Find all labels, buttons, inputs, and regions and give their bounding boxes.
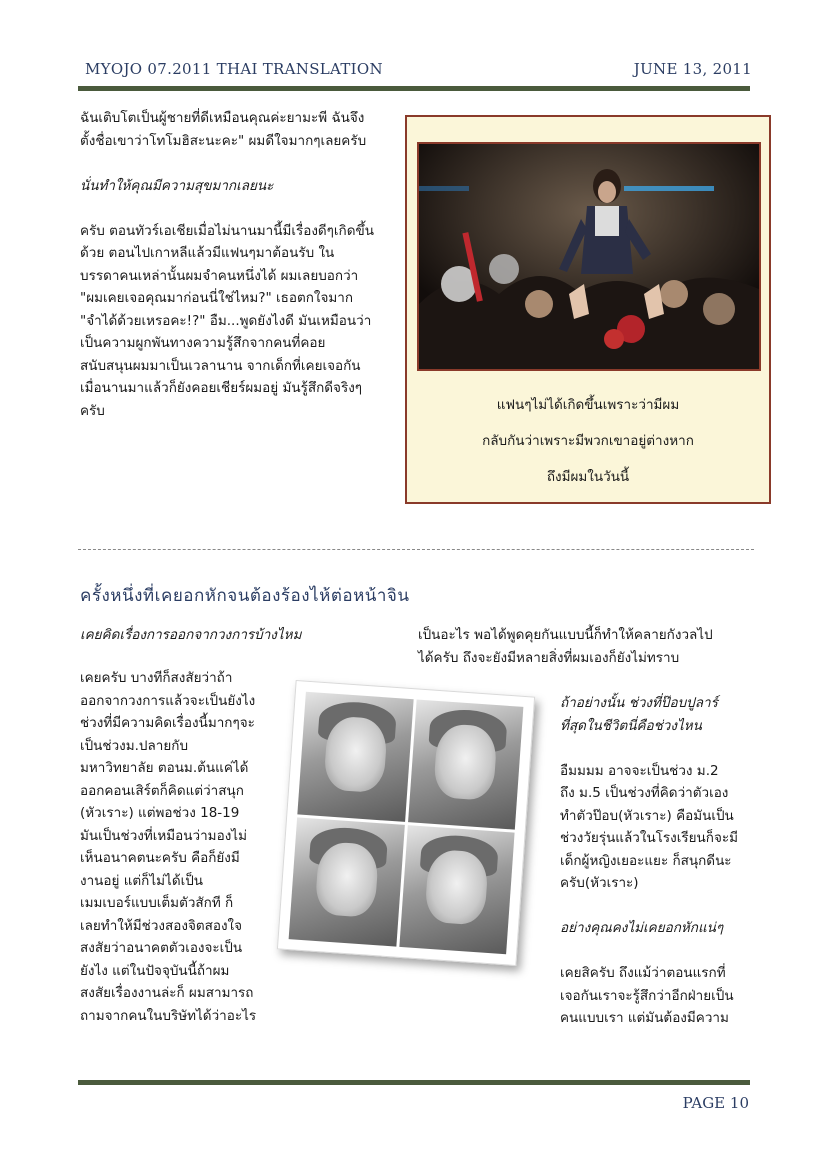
text-line: เป็นความผูกพันทางความรู้สึกจากคนที่คอย [80, 335, 326, 351]
text-line: "ผมเคยเจอคุณมาก่อนนี่ใช่ไหม?" เธอตกใจมาก [80, 290, 354, 306]
text-line: ออกจากวงการแล้วจะเป็นยังไง [80, 692, 256, 709]
col3-text [560, 692, 760, 1030]
text-line: ช่วงที่มีความคิดเรื่องนี้มากๆจะ [80, 715, 255, 731]
text-line: ที่สุดในชีวิตนี่คือช่วงไหน [560, 717, 702, 734]
collage-photo [408, 699, 524, 829]
header-rule [78, 86, 750, 91]
text-line: คนแบบเรา แต่มันต้องมีความ [560, 1010, 729, 1026]
text-line: เด็กผู้หญิงเยอะแยะ ก็สนุกดีนะ [560, 852, 732, 869]
photo-collage [277, 680, 535, 966]
text-line: มหาวิทยาลัย ตอนม.ต้นแค่ได้ [80, 760, 249, 776]
text-line: ถามจากคนในบริษัทได้ว่าอะไร [80, 1007, 257, 1024]
caption-line-1: แฟนๆไม่ได้เกิดขึ้นเพราะว่ามีผม [496, 397, 680, 413]
text-line: ครับ ตอนทัวร์เอเชียเมื่อไม่นานมานี้มีเรื่องดีๆเกิดขึ้น [80, 222, 374, 239]
concert-photo-icon [419, 144, 759, 369]
text-line: เลยทำให้มีช่วงสองจิตสองใจ [80, 917, 243, 934]
text-line: สนับสนุนผมมาเป็นเวลานาน จากเด็กที่เคยเจอกัน [80, 357, 361, 374]
text-line: เคยสิครับ ถึงแม้ว่าตอนแรกที่ [560, 965, 726, 981]
header-date: JUNE 13, 2011 [633, 60, 752, 78]
collage-photo [289, 817, 405, 947]
collage-photo [399, 825, 515, 955]
footer-rule [78, 1080, 750, 1085]
col1-question: เคยคิดเรื่องการออกจากวงการบ้างไหม [80, 627, 302, 643]
text-line: ยังไง แต่ในปัจจุบันนี้ถ้าผม [80, 962, 230, 979]
photo-collage-icon [289, 692, 524, 955]
text-line: บรรดาคนเหล่านั้นผมจำคนหนึ่งได้ ผมเลยบอกว่า [80, 267, 359, 284]
text-line: เมมเบอร์แบบเต็มตัวสักที ก็ [80, 895, 234, 911]
text-line [560, 940, 760, 963]
concert-photo [417, 142, 761, 371]
text-line [560, 737, 760, 760]
text-line: เห็นอนาคตนะครับ คือก็ยังมี [80, 850, 240, 866]
text-line: ถ้าอย่างนั้น ช่วงที่ป๊อบปูลาร์ [560, 695, 718, 711]
text-line: ช่วงวัยรุ่นแล้วในโรงเรียนก็จะมี [560, 830, 739, 846]
section-divider [78, 549, 754, 550]
text-line: มันเป็นช่วงที่เหมือนว่ามองไม่ [80, 827, 247, 844]
caption-line-2: กลับกันว่าเพราะมีพวกเขาอยู่ต่างหาก [482, 433, 694, 449]
text-line: ถึง ม.5 เป็นช่วงที่คิดว่าตัวเอง [560, 785, 729, 801]
header-title: MYOJO 07.2011 THAI TRANSLATION [85, 60, 383, 78]
text-line: ครับ(หัวเราะ) [560, 875, 639, 891]
col1-answer [80, 667, 280, 1027]
collage-photo [297, 692, 413, 822]
text-line: สงสัยเรื่องงานล่ะก็ ผมสามารถ [80, 985, 254, 1001]
text-line: เป็นอะไร พอได้พูดคุยกันแบบนี้ก็ทำให้คลายกังวลไป [418, 627, 713, 643]
text-line: เคยครับ บางทีก็สงสัยว่าถ้า [80, 670, 233, 686]
caption-line-3: ถึงมีผมในวันนี้ [546, 469, 630, 485]
text-line: เจอกันเราจะรู้สึกว่าอีกฝ่ายเป็น [560, 987, 734, 1004]
text-line: (หัวเราะ) แต่พอช่วง 18-19 [80, 805, 240, 821]
text-line: "จำได้ด้วยเหรอคะ!?" อืม...พูดยังไงดี มันเหมือนว่า [80, 312, 372, 329]
text-line [80, 152, 398, 175]
text-line: ครับ [80, 402, 105, 419]
text-line [80, 197, 398, 220]
text-line: สงสัยว่าอนาคตตัวเองจะเป็น [80, 940, 243, 956]
top-left-column [80, 107, 398, 422]
text-line: ตั้งชื่อเขาว่าโทโมฮิสะนะคะ" ผมดีใจมากๆเลยครับ [80, 132, 367, 149]
text-line: อย่างคุณคงไม่เคยอกหักแน่ๆ [560, 920, 724, 936]
text-line: อืมมมม อาจจะเป็นช่วง ม.2 [560, 762, 719, 779]
section-title: ครั้งหนึ่งที่เคยอกหักจนต้องร้องไห้ต่อหน้าจิน [80, 586, 410, 606]
page-number: PAGE 10 [682, 1094, 749, 1112]
text-line: ได้ครับ ถึงจะยังมีหลายสิ่งที่ผมเองก็ยังไม่ทราบ [418, 649, 680, 666]
text-line: ออกคอนเสิร์ตก็คิดแต่ว่าสนุก [80, 782, 244, 799]
text-line: ด้วย ตอนไปเกาหลีแล้วมีแฟนๆมาต้อนรับ ใน [80, 245, 335, 261]
text-line: เป็นช่วงม.ปลายกับ [80, 737, 189, 754]
text-line: ทำตัวป๊อบ(หัวเราะ) คือมันเป็น [560, 807, 734, 824]
text-line: ฉันเติบโตเป็นผู้ชายที่ดีเหมือนคุณค่ะยามะพี ฉันจึง [80, 110, 365, 126]
text-line: เมื่อนานมาแล้วก็ยังคอยเชียร์ผมอยู่ มันรู้สึกดีจริงๆ [80, 380, 363, 396]
col2-text [418, 624, 758, 669]
text-line: นั่นทำให้คุณมีความสุขมากเลยนะ [80, 177, 274, 194]
text-line: งานอยู่ แต่ก็ไม่ได้เป็น [80, 872, 204, 889]
text-line [560, 895, 760, 918]
